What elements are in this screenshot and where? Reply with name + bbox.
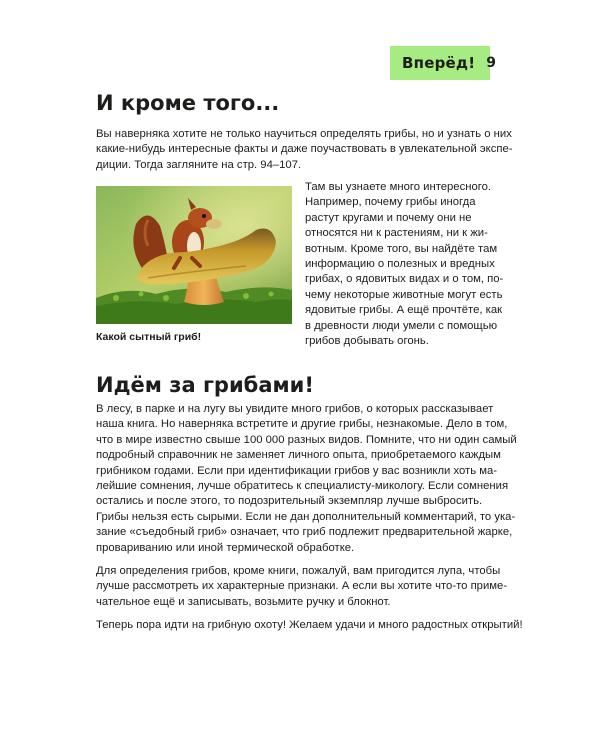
squirrel-photo-illustration xyxy=(96,186,292,324)
text-line: вотным. Кроме того, вы найдёте там xyxy=(305,242,498,255)
paragraph-closing xyxy=(96,618,526,633)
section-badge xyxy=(390,46,496,80)
text-line: остались и после этого, то подозрительный экземпляр лучше выбросить. xyxy=(96,495,483,508)
squirrel-mushroom-photo xyxy=(96,186,292,324)
text-line: провариванию или иной термической обработке. xyxy=(96,541,355,554)
text-line: грибах, о ядовитых видах и о том, по- xyxy=(305,273,504,286)
text-line: Например, почему грибы иногда xyxy=(305,196,476,209)
section-title-mushroom-hunt: Идём за грибами! xyxy=(96,373,314,397)
text-line: чательное ещё и записывать, возьмите ручку и блокнот. xyxy=(96,595,391,608)
text-line: Там вы узнаете много интересного. xyxy=(305,181,492,193)
text-line: Теперь пора идти на грибную охоту! Желаем удачи и много радостных открытий! xyxy=(96,619,523,631)
text-line: чему некоторые животные могут есть xyxy=(305,288,503,301)
text-line: подробный справочник не заменяет личного опыта, приобретаемого каждым xyxy=(96,449,501,462)
text-line: наша книга. Но наверняка встретите и другие грибы, незнакомые. Дело в том, xyxy=(96,418,508,431)
text-line: Для определения грибов, кроме книги, пожалуй, вам пригодится лупа, чтобы xyxy=(96,565,501,577)
paragraph-raw xyxy=(96,510,516,556)
text-line: какие-нибудь интересные факты и даже поучаствовать в увлекательной экспе- xyxy=(96,143,513,156)
text-line: грибов добывать огонь. xyxy=(305,335,429,348)
text-line: информацию о полезных и вредных xyxy=(305,258,495,271)
text-line: Грибы нельзя есть сырыми. Если не дан дополнительный комментарий, то ука- xyxy=(96,511,516,523)
text-line: ядовитые грибы. А ещё прочтёте, как xyxy=(305,304,503,317)
text-line: В лесу, в парке и на лугу вы увидите много грибов, о которых рассказывает xyxy=(96,403,494,415)
text-line: зание «съедобный гриб» означает, что гриб подлежит предварительной жарке, xyxy=(96,526,513,539)
text-line: грибником годами. Если при идентификации грибов у вас возникли хоть ма- xyxy=(96,464,498,477)
badge-label: Вперёд! xyxy=(402,54,476,72)
text-line: лейшие сомнения, лучше обратитесь к специалисту-микологу. Если сомнения xyxy=(96,480,509,493)
section-title-more: И кроме того... xyxy=(96,91,280,115)
photo-caption: Какой сытный гриб! xyxy=(96,331,202,343)
paragraph-tools xyxy=(96,564,516,610)
text-line: в древности люди умели с помощью xyxy=(305,319,498,332)
intro-paragraph xyxy=(96,127,516,173)
text-line: относятся ни к растениям, ни к жи- xyxy=(305,227,488,240)
paragraph-forest xyxy=(96,402,516,510)
text-line: что в мире известно свыше 100 000 разных видов. Помните, что ни один самый xyxy=(96,433,517,446)
side-paragraph xyxy=(305,180,517,349)
text-line: Вы наверняка хотите не только научиться определять грибы, но и узнать о них xyxy=(96,128,512,140)
text-line: диции. Тогда загляните на стр. 94–107. xyxy=(96,158,302,171)
text-line: лучше рассмотреть их характерные признаки. А если вы хотите что-то приме- xyxy=(96,580,508,593)
page-number: 9 xyxy=(486,55,496,71)
text-line: растут кругами и почему они не xyxy=(305,211,472,224)
